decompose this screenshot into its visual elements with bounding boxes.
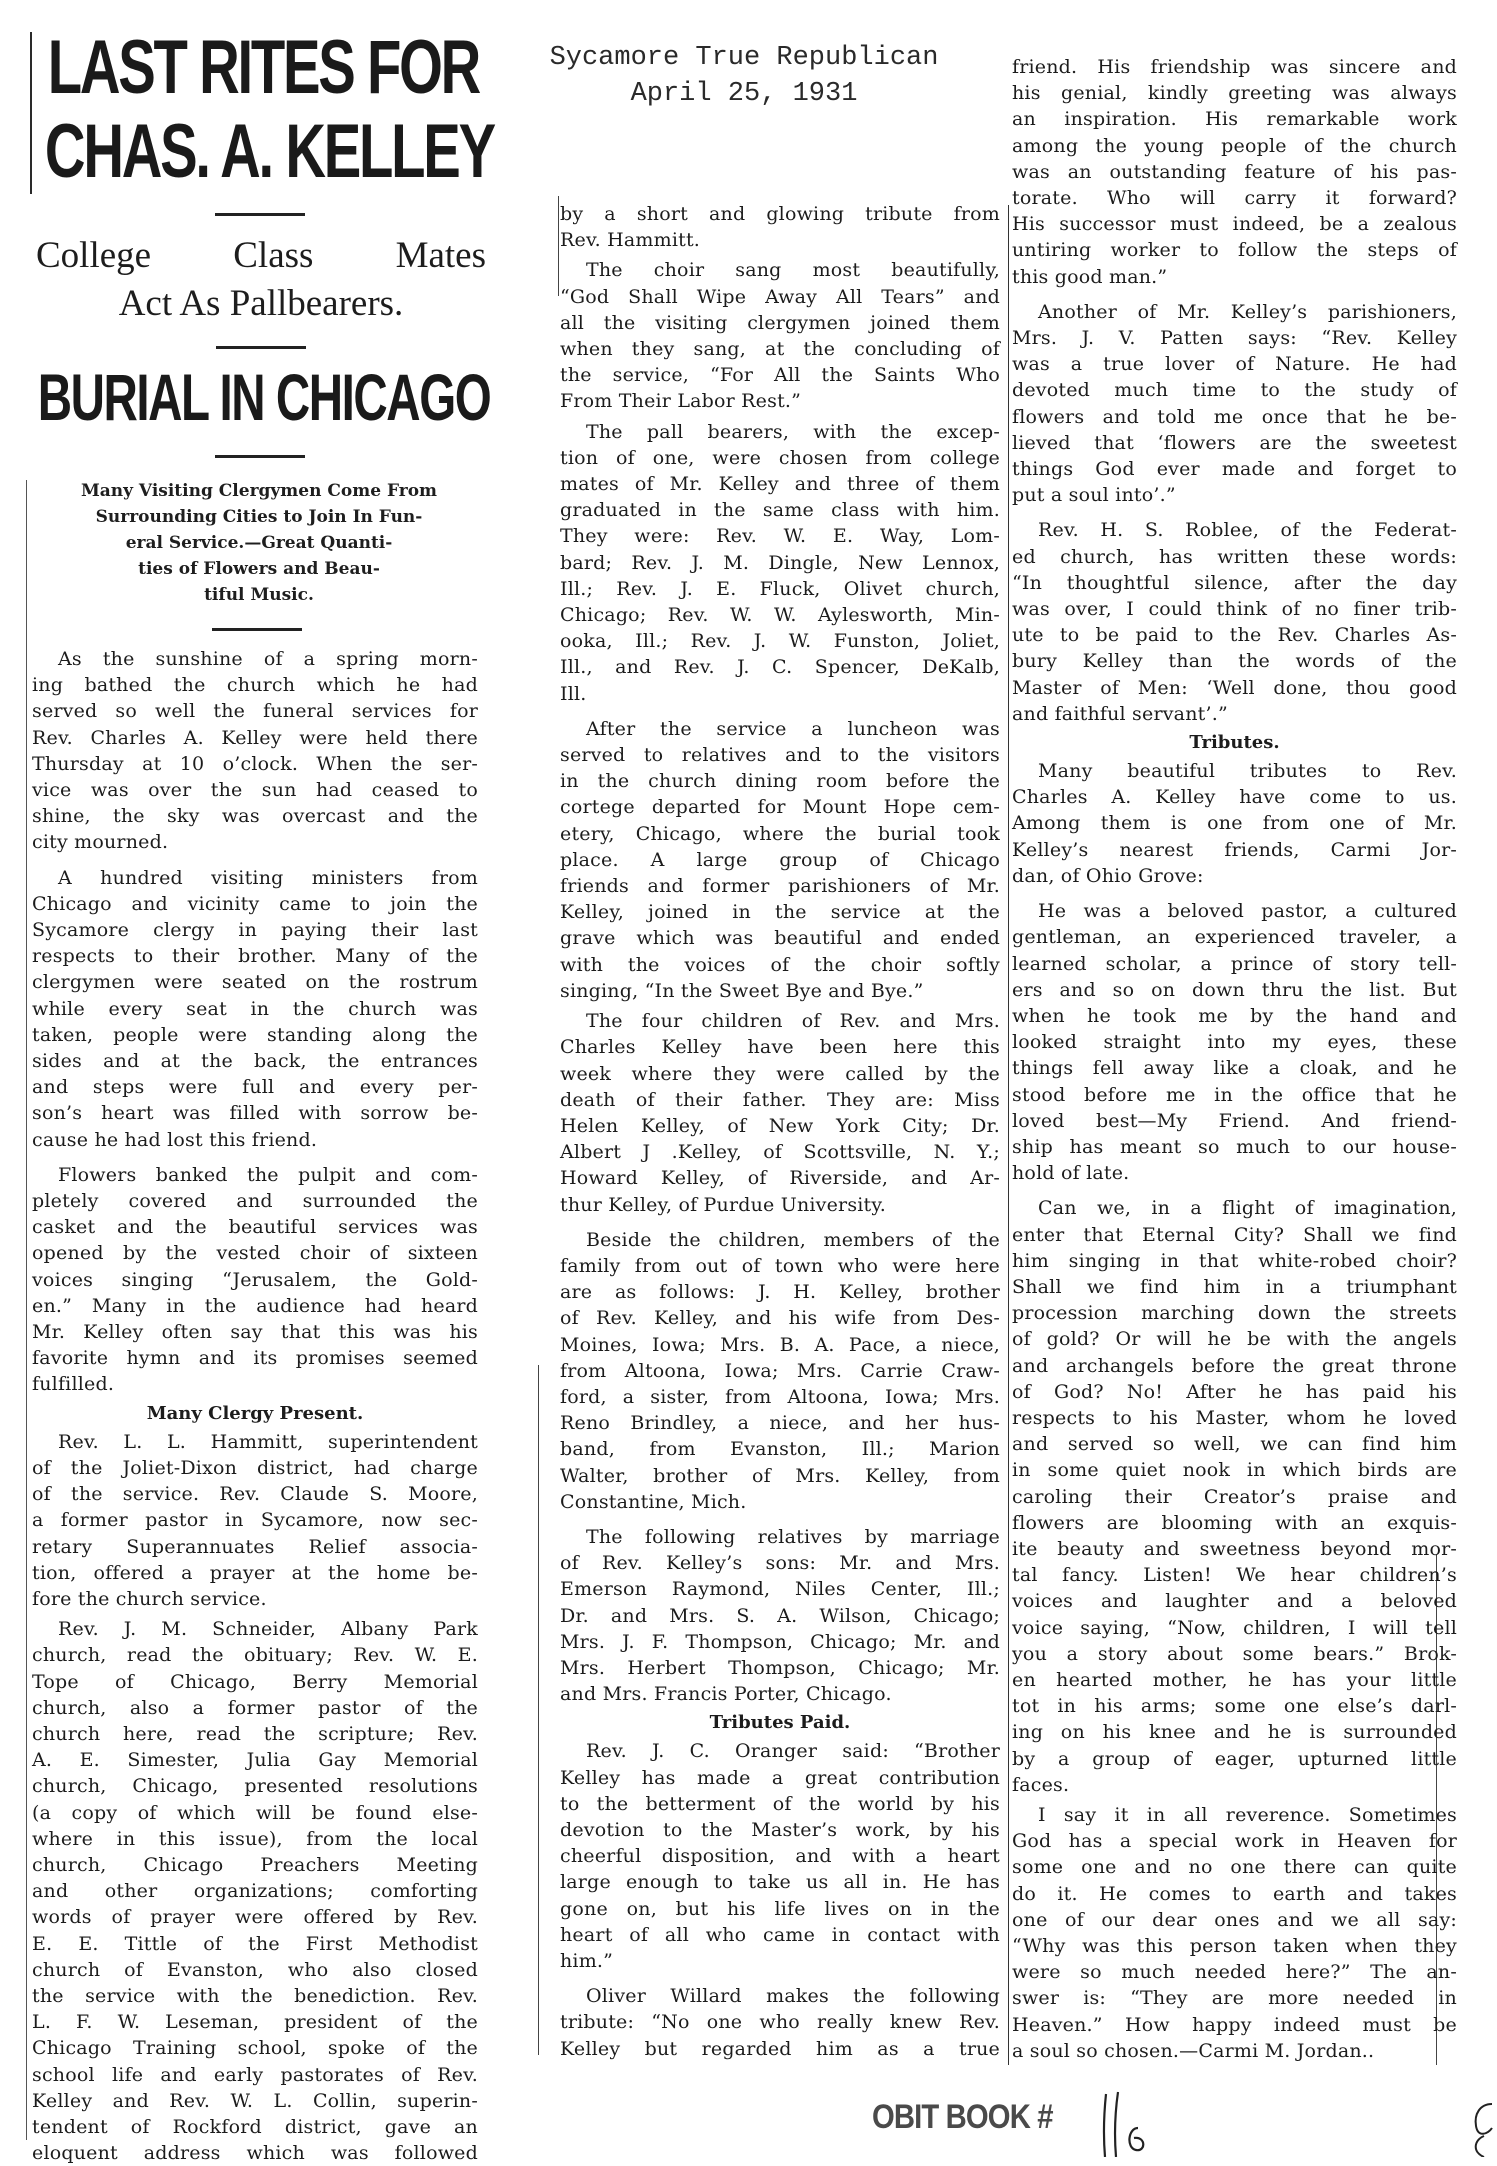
- article-paragraph: [560, 716, 1000, 1004]
- article-paragraph: [560, 1008, 1000, 1218]
- paragraph-gap: [1012, 508, 1457, 517]
- text-line: Heaven.” How happy indeed must be: [1012, 2013, 1457, 2036]
- text-line: bard; Rev. J. M. Dingle, New Lennox,: [560, 551, 1000, 574]
- text-line: graduated in the same class with him.: [560, 499, 1000, 522]
- divider: [212, 628, 302, 631]
- text-line: death of their father. They are: Miss: [560, 1088, 1000, 1111]
- obit-book-stamp: [872, 2098, 1053, 2137]
- text-line: things God ever made and forget to: [1012, 458, 1457, 481]
- text-line: ed church, has written these words:: [1012, 545, 1457, 568]
- text-line: by a group of eager, upturned little: [1012, 1747, 1457, 1770]
- handwritten-number-drawing: [1098, 2088, 1158, 2157]
- text-line: church, Chicago Preachers Meeting: [32, 1853, 478, 1876]
- paragraph-gap: [560, 1218, 1000, 1227]
- column-1-left-rule: [26, 480, 27, 2140]
- text-line: Kelley, joined in the service at the: [560, 901, 1000, 924]
- text-line: gentleman, an experienced traveler, a: [1012, 926, 1457, 949]
- text-line: I say it in all reverence. Sometimes: [1038, 1804, 1457, 1826]
- text-line: A hundred visiting ministers from: [58, 866, 478, 889]
- deck-word: Mates: [395, 235, 486, 276]
- handwritten-book-number: [1098, 2088, 1158, 2157]
- text-line: clergymen were seated on the rostrum: [32, 971, 478, 994]
- text-line: some one and no one there can quite: [1012, 1856, 1457, 1879]
- paragraph-gap: [32, 1153, 478, 1162]
- text-line: grave which was beautiful and ended: [560, 927, 1000, 950]
- text-line: He was a beloved pastor, a cultured: [1038, 900, 1457, 923]
- text-line: Kelley but regarded him as a true: [560, 2037, 1000, 2060]
- article-paragraph: [1012, 1195, 1457, 1798]
- deck-word: College: [36, 235, 152, 276]
- text-line: by a short and glowing tribute from: [560, 203, 1000, 225]
- text-line: After the service a luncheon was: [586, 717, 1000, 740]
- text-line: one of our dear ones and we all say:: [1012, 1908, 1457, 1931]
- text-line: his genial, kindly greeting was always: [1012, 82, 1457, 105]
- text-line: and served so well, we can find him: [1012, 1433, 1457, 1456]
- text-line: where in this issue), from the local: [32, 1827, 478, 1850]
- text-line: Master of Men: ‘Well done, thou good: [1012, 676, 1457, 699]
- text-line: respects to his Master, whom he loved: [1012, 1406, 1457, 1429]
- text-line: “In thoughtful silence, after the day: [1012, 571, 1457, 594]
- text-line: They were: Rev. W. E. Way, Lom-: [560, 525, 1000, 548]
- article-paragraph: [32, 865, 478, 1153]
- text-line: A. E. Simester, Julia Gay Memorial: [32, 1749, 478, 1772]
- text-line: loved best—My Friend. And friend-: [1012, 1109, 1457, 1132]
- text-line: in some quiet nook in which birds are: [1012, 1459, 1457, 1482]
- text-line: devotion to the Master’s work, by his: [560, 1818, 1000, 1841]
- text-line: when they sang, at the concluding of: [560, 338, 1000, 361]
- text-line: ers and so on down thru the list. But: [1012, 978, 1457, 1001]
- text-line: of Rev. Kelley’s sons: Mr. and Mrs.: [560, 1552, 1000, 1575]
- text-line: sides and at the back, the entrances: [32, 1050, 478, 1073]
- text-line: ite beauty and sweetness beyond mor-: [1012, 1537, 1457, 1560]
- paragraph-gap: [560, 1974, 1000, 1983]
- section-subhead: Tributes Paid.: [709, 1712, 851, 1734]
- text-line: among the young people of the church: [1012, 134, 1457, 157]
- text-line: bury Kelley than the words of the: [1012, 650, 1457, 673]
- text-line: Rev. Charles A. Kelley were held there: [32, 726, 478, 749]
- text-line: Shall we find him in a triumphant: [1012, 1275, 1457, 1298]
- text-line: Chicago Training school, spoke of the: [32, 2037, 478, 2060]
- headline-line-2: CHAS. A. KELLEY: [44, 109, 494, 194]
- text-line: en hearted mother, he has your little: [1012, 1668, 1457, 1691]
- text-line: Many beautiful tributes to Rev.: [1038, 760, 1457, 783]
- handwritten-margin-drawing: [1462, 2100, 1497, 2157]
- article-paragraph: [32, 646, 478, 856]
- text-line: Emerson Raymond, Niles Center, Ill.;: [560, 1578, 1000, 1601]
- text-line: devoted much time to the study of: [1012, 379, 1457, 402]
- masthead: [484, 40, 1004, 112]
- text-line: enter that Eternal City? Shall we find: [1012, 1223, 1457, 1246]
- text-line: from Altoona, Iowa; Mrs. Carrie Craw-: [560, 1359, 1000, 1382]
- headline-line-3: BURIAL IN CHICAGO: [37, 360, 491, 434]
- text-line: opened by the vested choir of sixteen: [32, 1242, 478, 1265]
- paragraph-gap: [1012, 1186, 1457, 1195]
- text-line: Mr. Kelley often say that this was his: [32, 1321, 478, 1344]
- text-line: swer is: “They are more needed in: [1012, 1987, 1457, 2010]
- text-line: of God? No! After he has paid his: [1012, 1380, 1457, 1403]
- article-paragraph: [560, 201, 1000, 253]
- paragraph-gap: [32, 856, 478, 865]
- text-line: cause he had lost this friend.: [32, 1128, 318, 1151]
- text-line: stood before me in the office that he: [1012, 1083, 1457, 1106]
- text-line: Another of Mr. Kelley’s parishioners,: [1038, 300, 1457, 323]
- text-line: ship has meant so much to our house-: [1012, 1135, 1457, 1158]
- text-line: this good man.”: [1012, 265, 1168, 288]
- text-line: Rev. Hammitt.: [560, 229, 701, 252]
- text-line: all the visiting clergymen joined them: [560, 311, 1000, 334]
- text-line: looked straight into my eyes, these: [1012, 1031, 1457, 1054]
- article-paragraph: [560, 257, 1000, 414]
- text-line: Tope of Chicago, Berry Memorial: [32, 1670, 478, 1693]
- text-line: Mrs. J. V. Patten says: “Rev. Kelley: [1012, 327, 1457, 350]
- text-line: Constantine, Mich.: [560, 1490, 747, 1513]
- text-line: singing, “In the Sweet Bye and Bye.”: [560, 979, 924, 1002]
- text-line: was over, I could think of no finer trib-: [1012, 598, 1457, 621]
- newspaper-name: Sycamore True Republican: [549, 43, 939, 73]
- text-line: was an outstanding feature of his pas-: [1012, 160, 1457, 183]
- text-line: procession marching down the streets: [1012, 1302, 1457, 1325]
- text-line: Chicago and vicinity came to join the: [32, 892, 478, 915]
- text-line: place. A large group of Chicago: [560, 848, 1000, 871]
- text-line: and other organizations; comforting: [32, 1880, 478, 1903]
- text-line: etery, Chicago, where the burial took: [560, 822, 1000, 845]
- publication-date: April 25, 1931: [630, 79, 858, 109]
- text-line: taken, people were standing along the: [32, 1023, 478, 1046]
- paragraph-gap: [560, 707, 1000, 716]
- text-line: Rev. J. C. Oranger said: “Brother: [586, 1740, 1000, 1763]
- text-line: voices singing “Jerusalem, the Gold-: [32, 1268, 478, 1291]
- text-line: and Mrs. Francis Porter, Chicago.: [560, 1683, 892, 1706]
- article-paragraph: [1012, 54, 1457, 290]
- text-line: friends and former parishioners of Mr.: [560, 875, 1000, 898]
- text-line: you a story about some bears.” Brok-: [1012, 1642, 1457, 1665]
- text-line: hold of late.: [1012, 1162, 1130, 1185]
- subdeck-line: ties of Flowers and Beau-: [138, 559, 380, 579]
- text-line: shine, the sky was overcast and the: [32, 805, 478, 828]
- text-line: From Their Labor Rest.”: [560, 390, 802, 413]
- text-line: fulfilled.: [32, 1373, 115, 1396]
- text-line: school life and early pastorates of Rev.: [32, 2063, 478, 2086]
- text-line: The four children of Rev. and Mrs.: [586, 1010, 1000, 1033]
- headline-line-1: LAST RITES FOR: [47, 25, 480, 110]
- text-line: His successor must indeed, be a zealous: [1012, 213, 1457, 236]
- text-line: Mrs. Herbert Thompson, Chicago; Mr.: [560, 1656, 1000, 1679]
- text-line: family from out of town who were here: [560, 1254, 1000, 1277]
- article-paragraph: [560, 419, 1000, 707]
- text-line: Flowers banked the pulpit and com-: [58, 1163, 478, 1186]
- text-line: tot in his arms; some one else’s darl-: [1012, 1695, 1457, 1718]
- text-line: untiring worker to follow the steps of: [1012, 239, 1457, 262]
- deck-line-2: Act As Pallbearers.: [118, 283, 404, 324]
- text-line: pletely covered and surrounded the: [32, 1190, 478, 1213]
- text-line: (a copy of which will be found else-: [32, 1801, 478, 1824]
- text-line: and faithful servant’.”: [1012, 702, 1228, 725]
- text-line: L. F. W. Leseman, president of the: [32, 2011, 478, 2034]
- text-line: Chicago; Rev. W. W. Aylesworth, Min-: [560, 604, 1000, 627]
- text-line: were so much needed here?” The an-: [1012, 1961, 1457, 1984]
- paragraph-gap: [560, 1515, 1000, 1524]
- text-line: a soul so chosen.—Carmi M. Jordan..: [1012, 2039, 1375, 2062]
- text-line: city mourned.: [32, 831, 169, 854]
- text-line: respects to their brother. Many of the: [32, 945, 478, 968]
- text-line: Ill.: [560, 682, 587, 705]
- text-line: of gold? Or will he be with the angels: [1012, 1328, 1457, 1351]
- text-line: Albert J .Kelley, of Scottsville, N. Y.;: [560, 1141, 1000, 1164]
- text-line: tion of one, were chosen from college: [560, 446, 1000, 469]
- text-line: words of prayer were offered by Rev.: [32, 1906, 478, 1929]
- text-line: The following relatives by marriage: [586, 1525, 1000, 1548]
- article-paragraph: [560, 1524, 1000, 1707]
- text-line: of the Joliet-Dixon district, had charge: [32, 1456, 478, 1479]
- section-subhead: Many Clergy Present.: [146, 1402, 364, 1424]
- text-line: ing on his knee and he is surrounded: [1012, 1721, 1457, 1744]
- deck: [36, 232, 486, 328]
- text-line: church of Evanston, who also closed: [32, 1958, 478, 1981]
- article-paragraph: [560, 1227, 1000, 1515]
- text-line: lieved that ‘flowers are the sweetest: [1012, 431, 1457, 454]
- text-line: Kelley has made a great contribution: [560, 1766, 1000, 1789]
- deck-word: Class: [233, 235, 314, 276]
- text-line: in the church dining room before the: [560, 770, 1000, 793]
- text-line: of the service. Rev. Claude S. Moore,: [32, 1483, 478, 1506]
- text-line: band, from Evanston, Ill.; Marion: [560, 1438, 1000, 1461]
- text-line: vice was over the sun had ceased to: [32, 779, 478, 802]
- subdeck-line: eral Service.—Great Quanti-: [125, 533, 393, 553]
- deck-line-1: [36, 232, 486, 280]
- subdeck-line: tiful Music.: [204, 585, 314, 605]
- text-line: flowers are blooming with an exquis-: [1012, 1511, 1457, 1534]
- text-line: and archangels before the great throne: [1012, 1354, 1457, 1377]
- text-line: caroling their Creator’s praise and: [1012, 1485, 1457, 1508]
- text-line: gone on, but his life lives on in the: [560, 1897, 1000, 1920]
- article-paragraph: [32, 1162, 478, 1398]
- text-line: voice saying, “Now, children, I will tell: [1012, 1616, 1457, 1639]
- article-paragraph: [1012, 898, 1457, 1186]
- paragraph-gap: [1012, 889, 1457, 898]
- text-line: Charles Kelley have been here this: [560, 1036, 1000, 1059]
- text-line: him singing in that white-robed choir?: [1012, 1249, 1457, 1272]
- text-line: cheerful disposition, and with a heart: [560, 1845, 1000, 1868]
- text-line: ing bathed the church which he had: [32, 674, 478, 697]
- text-line: friend. His friendship was sincere and: [1012, 56, 1457, 78]
- subdeck-line: Surrounding Cities to Join In Fun-: [95, 507, 423, 527]
- text-line: served to relatives and to the visitors: [560, 744, 1000, 767]
- text-line: tion, offered a prayer at the home be-: [32, 1561, 478, 1584]
- text-line: ooka, Ill.; Rev. J. W. Funston, Joliet,: [560, 630, 1000, 653]
- text-line: cortege departed for Mount Hope cem-: [560, 796, 1000, 819]
- text-line: tendent of Rockford district, gave an: [32, 2115, 478, 2138]
- text-line: As the sunshine of a spring morn-: [58, 648, 478, 670]
- text-line: Ill., and Rev. J. C. Spencer, DeKalb,: [560, 656, 1000, 679]
- text-line: thur Kelley, of Purdue University.: [560, 1193, 887, 1216]
- text-line: church, also a former pastor of the: [32, 1696, 478, 1719]
- text-line: Mrs. J. F. Thompson, Chicago; Mr. and: [560, 1630, 1000, 1653]
- text-line: ute to be paid to the Rev. Charles As-: [1012, 624, 1457, 647]
- text-line: served so well the funeral services for: [32, 700, 478, 723]
- text-line: church here, read the scripture; Rev.: [32, 1722, 478, 1745]
- text-line: tribute: “No one who really knew Rev.: [560, 2011, 1000, 2034]
- text-line: Among them is one from one of Mr.: [1012, 812, 1457, 835]
- text-line: of Rev. Kelley, and his wife from Des-: [560, 1307, 1000, 1330]
- text-line: Oliver Willard makes the following: [586, 1985, 1000, 2008]
- text-line: fore the church service.: [32, 1587, 267, 1610]
- text-line: church, Chicago, presented resolutions: [32, 1775, 478, 1798]
- text-line: was a true lover of Nature. He had: [1012, 353, 1457, 376]
- text-line: Beside the children, members of the: [586, 1228, 1000, 1251]
- section-subhead: Tributes.: [1189, 732, 1280, 754]
- text-line: large enough to take us all in. He has: [560, 1871, 1000, 1894]
- text-line: him.”: [560, 1950, 614, 1972]
- column-3-left-rule: [1008, 205, 1009, 2065]
- text-line: week where they were called by the: [560, 1062, 1000, 1085]
- text-line: and steps were full and every per-: [32, 1076, 478, 1099]
- divider: [215, 455, 305, 458]
- text-line: the service with the benediction. Rev.: [32, 1984, 478, 2007]
- text-line: flowers and told me once that he be-: [1012, 405, 1457, 428]
- text-line: torate. Who will carry it forward?: [1012, 187, 1457, 210]
- text-line: an inspiration. His remarkable work: [1012, 108, 1457, 131]
- text-line: The pall bearers, with the excep-: [586, 420, 1000, 443]
- text-line: heart of all who came in contact with: [560, 1923, 1000, 1946]
- text-line: faces.: [1012, 1773, 1070, 1796]
- column-2-left-rule: [538, 1365, 539, 2055]
- article-paragraph: [560, 1983, 1000, 2062]
- text-line: Sycamore clergy in paying their last: [32, 919, 478, 942]
- column-1: [32, 646, 478, 2166]
- text-line: eloquent address which was followed: [32, 2142, 478, 2165]
- column-2: [560, 201, 1000, 2062]
- article-paragraph: [560, 1738, 1000, 1974]
- text-line: are as follows: J. H. Kelley, brother: [560, 1281, 1000, 1304]
- text-line: to the betterment of the world by his: [560, 1792, 1000, 1815]
- text-line: while every seat in the church was: [32, 997, 478, 1020]
- text-line: “God Shall Wipe Away All Tears” and: [560, 285, 1000, 308]
- text-line: Rev. H. S. Roblee, of the Federat-: [1038, 519, 1457, 542]
- text-line: Kelley and Rev. W. L. Collin, superin-: [32, 2089, 478, 2112]
- text-line: Reno Brindley, a niece, and her hus-: [560, 1412, 1000, 1435]
- text-line: a former pastor in Sycamore, now sec-: [32, 1509, 478, 1532]
- text-line: learned scholar, a prince of story tell-: [1012, 952, 1457, 975]
- text-line: do it. He comes to earth and takes: [1012, 1882, 1457, 1905]
- text-line: retary Superannuates Relief associa-: [32, 1535, 478, 1558]
- text-line: Thursday at 10 o’clock. When the ser-: [32, 752, 478, 775]
- text-line: Kelley’s nearest friends, Carmi Jor-: [1012, 838, 1457, 861]
- stamp-label: OBIT BOOK #: [872, 2098, 1053, 2136]
- handwritten-margin-number: [1462, 2100, 1497, 2157]
- divider: [216, 346, 306, 349]
- divider: [215, 213, 305, 216]
- article-paragraph: [1012, 758, 1457, 889]
- text-line: Charles A. Kelley have come to us.: [1012, 786, 1457, 809]
- text-line: favorite hymn and its promises seemed: [32, 1347, 478, 1370]
- text-line: “Why was this person taken when they: [1012, 1935, 1457, 1958]
- text-line: with the voices of the choir softly: [560, 953, 1000, 976]
- text-line: things fell away like a cloak, and he: [1012, 1057, 1457, 1080]
- paragraph-gap: [1012, 290, 1457, 299]
- article-paragraph: [1012, 517, 1457, 727]
- text-line: Ill.; Rev. J. E. Fluck, Olivet church,: [560, 577, 1000, 600]
- text-line: Howard Kelley, of Riverside, and Ar-: [560, 1167, 1000, 1190]
- text-line: Dr. and Mrs. S. A. Wilson, Chicago;: [560, 1604, 1000, 1627]
- text-line: Rev. J. M. Schneider, Albany Park: [58, 1618, 478, 1641]
- headline-left-rule: [30, 32, 32, 194]
- article-paragraph: [32, 1616, 478, 2166]
- text-line: mates of Mr. Kelley and three of them: [560, 473, 1000, 496]
- column-2-left-rule: [558, 196, 559, 296]
- article-paragraph: [1012, 1802, 1457, 2064]
- column-3: [1012, 54, 1457, 2064]
- text-line: ford, a sister, from Altoona, Iowa; Mrs.: [560, 1385, 1000, 1408]
- article-paragraph: [1012, 299, 1457, 509]
- text-line: The choir sang most beautifully,: [586, 259, 1000, 282]
- article-paragraph: [32, 1429, 478, 1612]
- text-line: Rev. L. L. Hammitt, superintendent: [58, 1430, 478, 1453]
- text-line: Moines, Iowa; Mrs. B. A. Pace, a niece,: [560, 1333, 1000, 1356]
- subdeck-line: Many Visiting Clergymen Come From: [80, 481, 438, 501]
- text-line: put a soul into’.”: [1012, 484, 1176, 507]
- text-line: casket and the beautiful services was: [32, 1216, 478, 1239]
- text-line: voices and laughter and a beloved: [1012, 1590, 1457, 1613]
- text-line: dan, of Ohio Grove:: [1012, 864, 1204, 887]
- text-line: Helen Kelley, of New York City; Dr.: [560, 1114, 1000, 1137]
- text-line: Can we, in a flight of imagination,: [1038, 1197, 1457, 1220]
- text-line: son’s heart was filled with sorrow be-: [32, 1102, 478, 1125]
- text-line: Walter, brother of Mrs. Kelley, from: [560, 1464, 1000, 1487]
- text-line: God has a special work in Heaven for: [1012, 1830, 1457, 1853]
- text-line: the service, “For All the Saints Who: [560, 364, 1000, 387]
- text-line: tal fancy. Listen! We hear children’s: [1012, 1564, 1457, 1587]
- text-line: E. E. Tittle of the First Methodist: [32, 1932, 478, 1955]
- text-line: church, read the obituary; Rev. W. E.: [32, 1644, 478, 1667]
- text-line: en.” Many in the audience had heard: [32, 1294, 478, 1317]
- text-line: when he took me by the hand and: [1012, 1004, 1457, 1027]
- subdeck: [34, 478, 484, 608]
